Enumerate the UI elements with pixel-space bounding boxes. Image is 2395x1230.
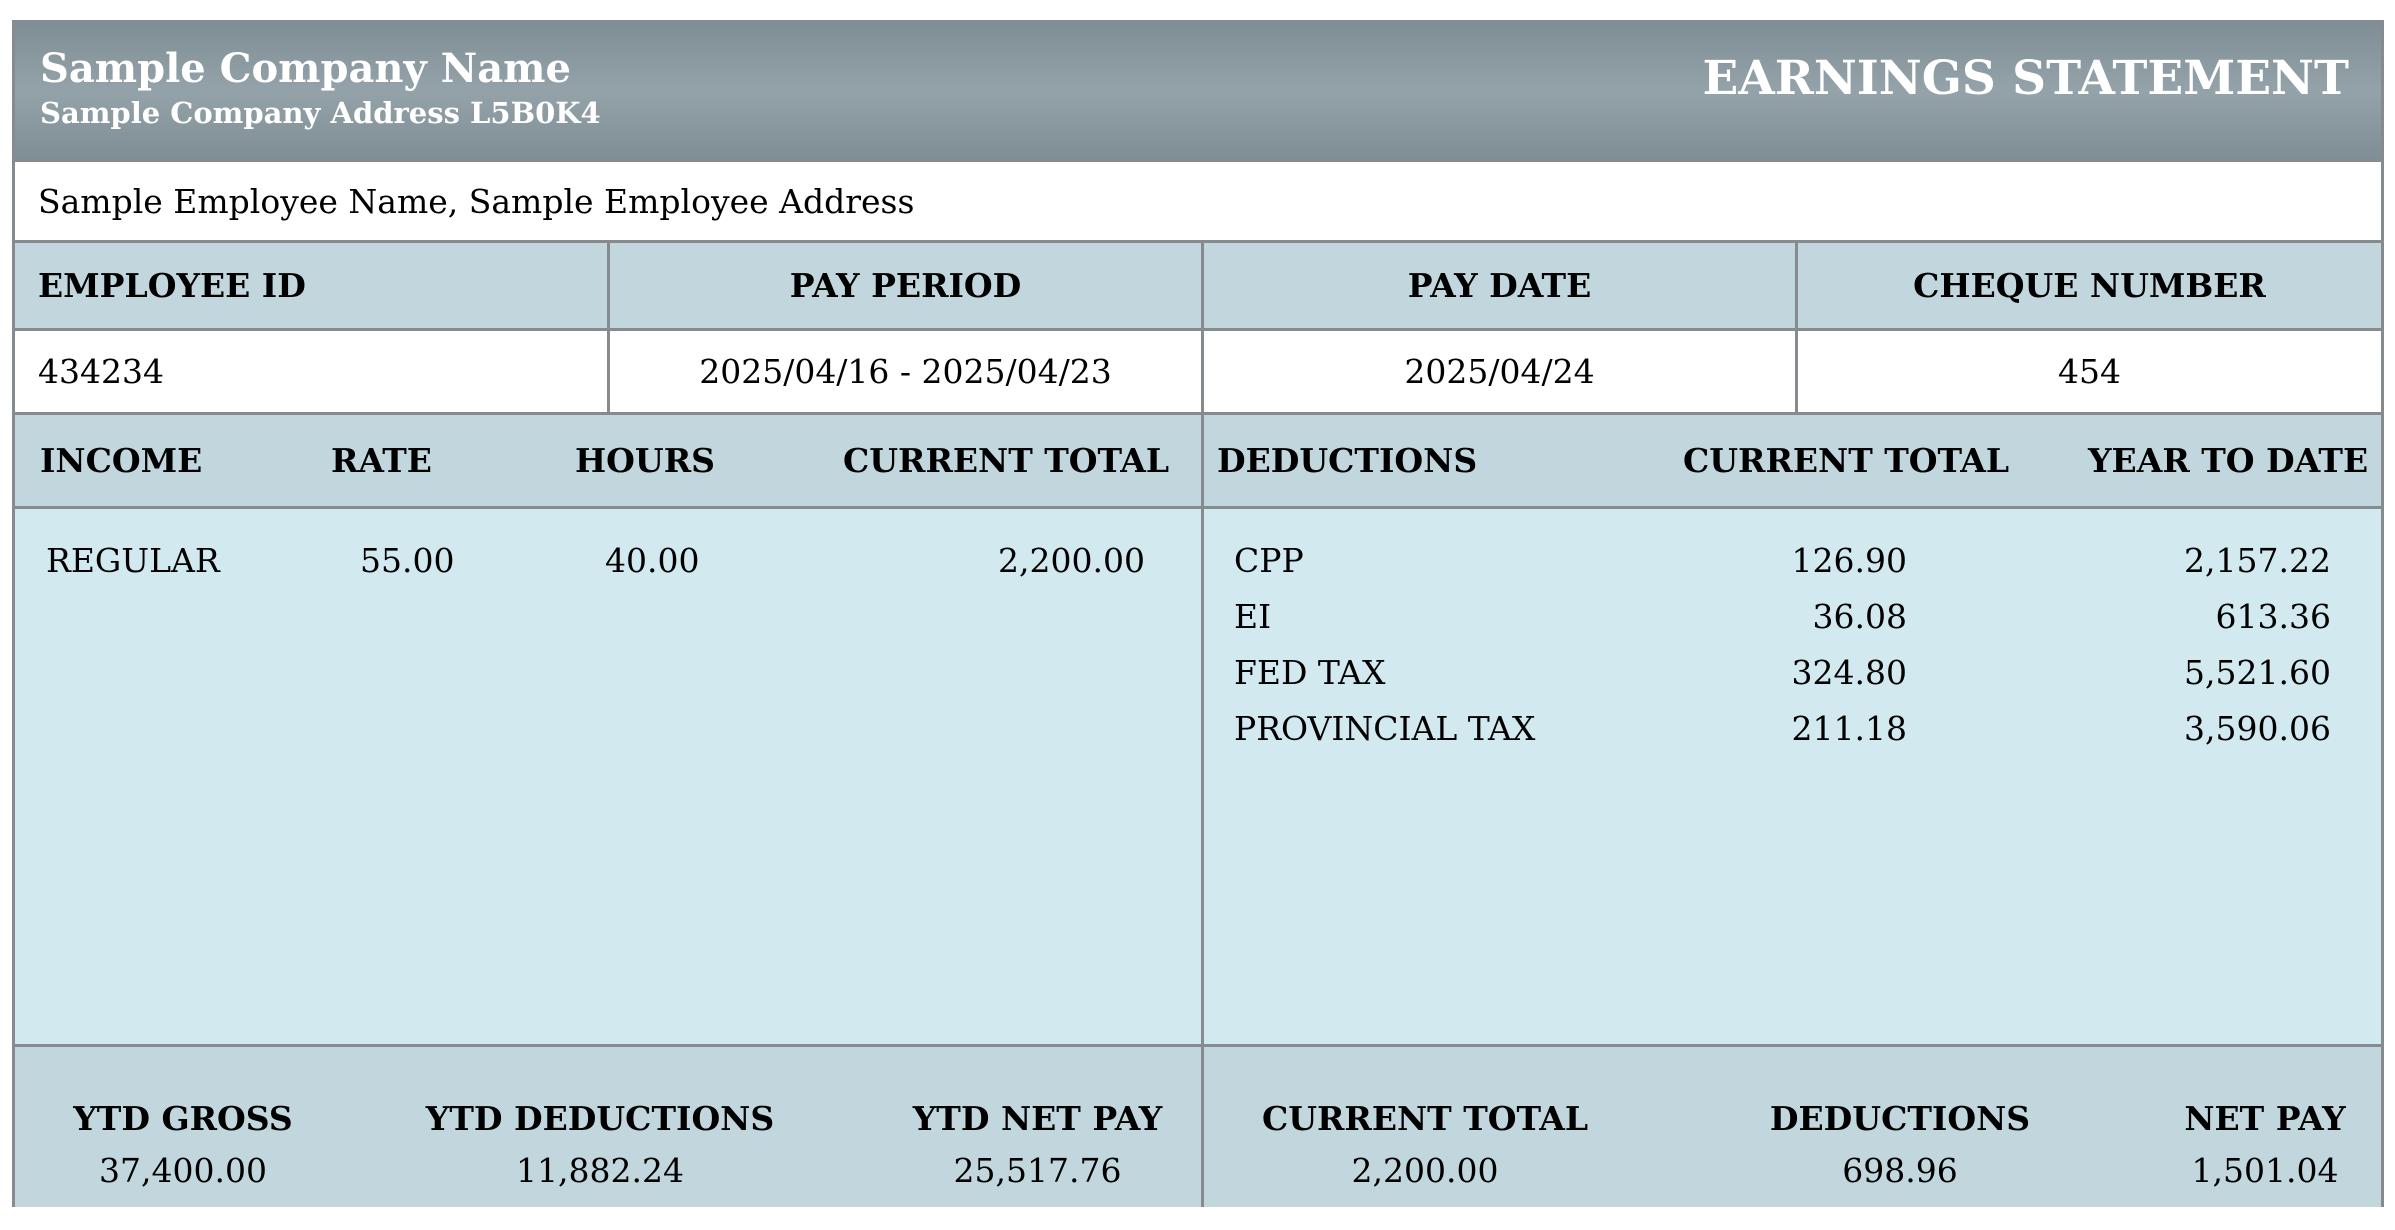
center-divider xyxy=(1201,415,1204,1207)
deductions-current-total-col-header: CURRENT TOTAL xyxy=(1683,441,2010,480)
statement-header xyxy=(15,23,2381,159)
deduction-ytd: 613.36 xyxy=(2215,597,2331,636)
employee-name-address: Sample Employee Name, Sample Employee Address xyxy=(38,182,915,221)
income-total: 2,200.00 xyxy=(998,541,1145,580)
pay-period-value: 2025/04/16 - 2025/04/23 xyxy=(610,331,1204,412)
deduction-ytd: 2,157.22 xyxy=(2184,541,2331,580)
deduction-current: 36.08 xyxy=(1812,597,1907,636)
income-hours: 40.00 xyxy=(605,541,700,580)
ytd-deductions-label: YTD DEDUCTIONS xyxy=(425,1099,775,1138)
company-address: Sample Company Address L5B0K4 xyxy=(40,96,601,130)
info-value-row xyxy=(15,331,2381,415)
detail-body xyxy=(15,509,2381,1047)
pay-period-label: PAY PERIOD xyxy=(610,243,1204,328)
ytd-gross-label: YTD GROSS xyxy=(73,1099,293,1138)
info-header-row xyxy=(15,243,2381,331)
deduction-name: EI xyxy=(1234,597,1272,636)
company-name: Sample Company Name xyxy=(40,45,571,92)
income-name: REGULAR xyxy=(46,541,220,580)
deductions-total-value: 698.96 xyxy=(1842,1151,1958,1190)
deduction-current: 126.90 xyxy=(1791,541,1907,580)
ytd-deductions-value: 11,882.24 xyxy=(516,1151,684,1190)
income-col-header: INCOME xyxy=(40,441,203,480)
deduction-ytd: 3,590.06 xyxy=(2184,709,2331,748)
earnings-statement xyxy=(12,20,2384,1207)
ytd-net-pay-value: 25,517.76 xyxy=(953,1151,1122,1190)
pay-date-label: PAY DATE xyxy=(1204,243,1798,328)
deduction-ytd: 5,521.60 xyxy=(2184,653,2331,692)
deductions-col-header: DEDUCTIONS xyxy=(1217,441,1478,480)
summary-footer xyxy=(15,1047,2381,1207)
net-pay-label: NET PAY xyxy=(2184,1099,2346,1138)
cheque-number-label: CHEQUE NUMBER xyxy=(1913,266,2266,305)
income-rate: 55.00 xyxy=(360,541,455,580)
deductions-total-label: DEDUCTIONS xyxy=(1769,1099,2031,1138)
current-total-value: 2,200.00 xyxy=(1351,1151,1499,1190)
detail-column-headers xyxy=(15,415,2381,509)
deduction-current: 211.18 xyxy=(1791,709,1907,748)
deduction-current: 324.80 xyxy=(1791,653,1907,692)
deduction-name: CPP xyxy=(1234,541,1304,580)
deduction-name: PROVINCIAL TAX xyxy=(1234,709,1536,748)
employee-id-value: 434234 xyxy=(15,331,610,412)
deduction-name: FED TAX xyxy=(1234,653,1386,692)
pay-date-value: 2025/04/24 xyxy=(1204,331,1798,412)
statement-title: EARNINGS STATEMENT xyxy=(1702,51,2349,106)
net-pay-value: 1,501.04 xyxy=(2191,1151,2339,1190)
rate-col-header: RATE xyxy=(331,441,432,480)
employee-line xyxy=(15,159,2381,243)
income-current-total-col-header: CURRENT TOTAL xyxy=(843,441,1170,480)
ytd-net-pay-label: YTD NET PAY xyxy=(912,1099,1163,1138)
ytd-gross-value: 37,400.00 xyxy=(99,1151,267,1190)
cheque-number-value: 454 xyxy=(2058,352,2121,391)
current-total-label: CURRENT TOTAL xyxy=(1261,1099,1589,1138)
year-to-date-col-header: YEAR TO DATE xyxy=(2088,441,2369,480)
employee-id-label: EMPLOYEE ID xyxy=(15,243,610,328)
hours-col-header: HOURS xyxy=(575,441,715,480)
